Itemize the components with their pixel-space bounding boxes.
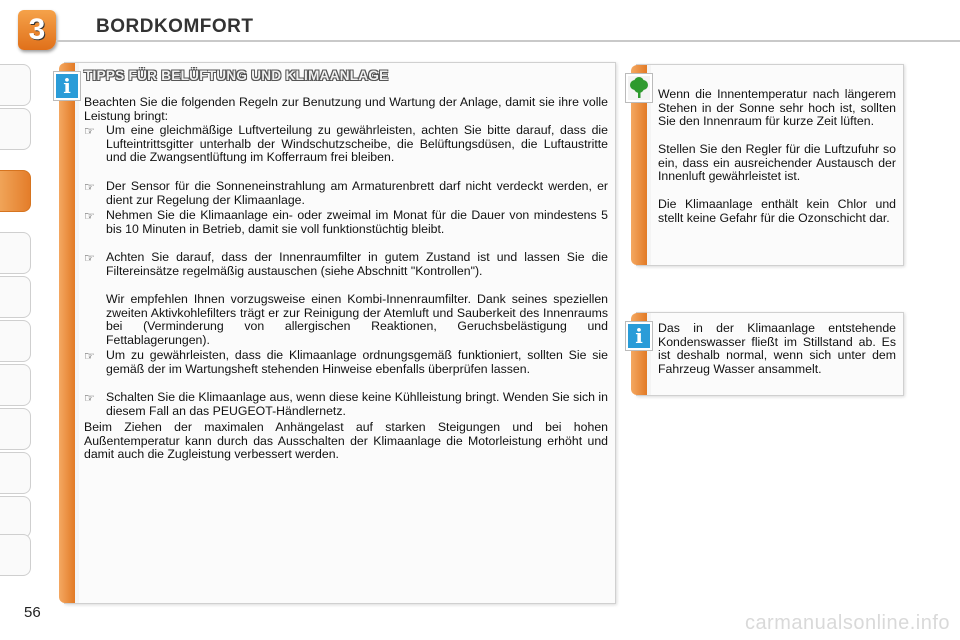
env-paragraph: Die Klimaanlage enthält kein Chlor und stellt keine Gefahr für die Ozonschicht dar. — [658, 197, 896, 225]
watermark: carmanualsonline.info — [744, 612, 950, 634]
bullet-marker: ☞ — [84, 124, 95, 138]
bullet-marker: ☞ — [84, 209, 95, 223]
intro-text: Beachten Sie die folgenden Regeln zur Benutzung und Wartung der Anlage, damit sie ihre volle Leistung bringt: — [84, 95, 608, 123]
chapter-title: BORDKOMFORT — [96, 16, 254, 37]
chapter-tab[interactable] — [0, 452, 31, 494]
panel-title: TIPPS FÜR BELÜFTUNG UND KLIMAANLAGE — [84, 68, 389, 83]
bullet-item: Schalten Sie die Klimaanlage aus, wenn diese keine Kühlleistung bringt. Wenden Sie sich in diesem Fall an das PEUGEOT-Händlernetz. — [106, 390, 608, 418]
chapter-tab[interactable] — [0, 108, 31, 150]
info-text: Das in der Klimaanlage entstehende Kondenswasser fließt im Stillstand ab. Es ist deshalb normal, wenn sich unter dem Fahrzeug Wasser ansammelt. — [658, 321, 896, 376]
chapter-tab[interactable] — [0, 276, 31, 318]
chapter-tab[interactable] — [0, 320, 31, 362]
bullet-item: Um eine gleichmäßige Luftverteilung zu gewährleisten, achten Sie bitte darauf, dass die Lufteintrittsgitter unterhalb der Windschutzscheibe, die Belüftungsdüsen, die Luftaustritte und die Zwangsentlüftung im Kofferraum frei bleiben. — [106, 123, 608, 165]
bullet-marker: ☞ — [84, 349, 95, 363]
chapter-tab-active[interactable] — [0, 170, 31, 212]
bullet-marker: ☞ — [84, 391, 95, 405]
bullet-item: Der Sensor für die Sonneneinstrahlung am Armaturenbrett darf nicht verdeckt werden, er dient zur Regelung der Klimaanlage. — [106, 179, 608, 207]
panel-accent-bar — [59, 63, 75, 603]
closing-text: Beim Ziehen der maximalen Anhängelast auf starken Steigungen und bei hohen Außentemperatur kann durch das Ausschalten der Klimaanlage die Motorleistung erhöht und damit auch die Zugleistung verbessert werden. — [84, 420, 608, 462]
header-rule — [56, 40, 960, 42]
chapter-tab[interactable] — [0, 408, 31, 450]
page-header — [0, 0, 960, 52]
bullet-item: Achten Sie darauf, dass der Innenraumfilter in gutem Zustand ist und lassen Sie die Filtereinsätze regelmäßig austauschen (siehe Abschnitt "Kontrollen"). — [106, 250, 608, 278]
chapter-tab[interactable] — [0, 364, 31, 406]
info-icon: i — [626, 322, 652, 350]
env-paragraph: Stellen Sie den Regler für die Luftzufuhr so ein, dass ein ausreichender Austausch der Innenluft gewährleistet ist. — [658, 142, 896, 184]
info-icon: i — [54, 72, 80, 100]
chapter-tabs — [0, 64, 34, 576]
chapter-number: 3 — [28, 13, 46, 46]
chapter-tab[interactable] — [0, 496, 31, 538]
chapter-tab[interactable] — [0, 534, 31, 576]
bullet-item: Nehmen Sie die Klimaanlage ein- oder zweimal im Monat für die Dauer von mindestens 5 bis 10 Minuten in Betrieb, damit sie voll funktionstüchtig bleibt. — [106, 208, 608, 236]
tree-icon — [626, 74, 652, 102]
bullet-item: Um zu gewährleisten, dass die Klimaanlage ordnungsgemäß funktioniert, sollten Sie sie gemäß der im Wartungsheft stehenden Hinweise ebenfalls überprüfen lassen. — [106, 348, 608, 376]
bullet-item-continuation: Wir empfehlen Ihnen vorzugsweise einen Kombi-Innenraumfilter. Dank seines speziellen zweiten Aktivkohlefilters trägt er zur Reinigung der Atemluft und Sauberkeit des Innenraums bei (Verminderung von allergischen Reaktionen, Geruchsbelästigung und Fettablagerungen). — [106, 292, 608, 347]
bullet-marker: ☞ — [84, 180, 95, 194]
chapter-tab[interactable] — [0, 64, 31, 106]
chapter-badge — [18, 10, 56, 50]
page-number: 56 — [24, 604, 41, 621]
chapter-tab[interactable] — [0, 232, 31, 274]
env-paragraph: Wenn die Innentemperatur nach längerem Stehen in der Sonne sehr hoch ist, sollten Sie den Innenraum für kurze Zeit lüften. — [658, 87, 896, 129]
bullet-marker: ☞ — [84, 251, 95, 265]
